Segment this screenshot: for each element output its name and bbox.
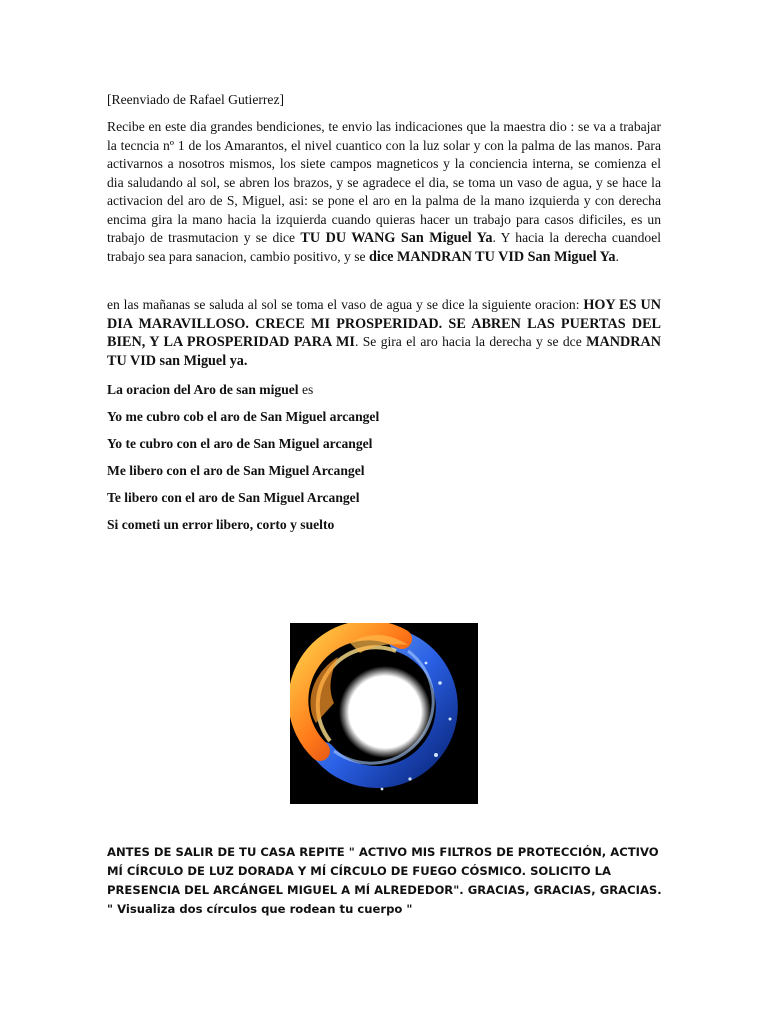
oracion-line: Yo me cubro cob el aro de San Miguel arcangel	[107, 409, 380, 424]
para1-text-3: .	[615, 248, 619, 264]
ring-illustration	[290, 623, 478, 804]
oracion-line: Me libero con el aro de San Miguel Arcangel	[107, 463, 365, 478]
para2-text-1: en las mañanas se saluda al sol se toma el vaso de agua y se dice la siguiente oracion:	[107, 297, 584, 312]
paragraph-morning	[107, 296, 661, 370]
footer-affirmation: ANTES DE SALIR DE TU CASA REPITE " ACTIVO MIS FILTROS DE PROTECCIÓN, ACTIVO MÍ CÍRCULO DE LUZ DORADA Y MÍ CÍRCULO DE FUEGO CÓSMICO. SOLICITO LA PRESENCIA DEL ARCÁNGEL MIGUEL A MÍ ALREDEDOR". GRACIAS, GRACIAS, GRACIAS. " Visualiza dos círculos que rodean tu cuerpo "	[107, 845, 662, 916]
fire-water-ring-image	[290, 623, 478, 804]
oracion-line: Si cometi un error libero, corto y suelto	[107, 517, 335, 532]
para1-text-2: . Y hacia la derecha cuandoel trabajo sea para sanacion, cambio positivo, y se	[107, 230, 662, 264]
oracion-title-bold: La oracion del Aro de san miguel	[107, 382, 299, 397]
forwarded-text: [Reenviado de Rafael Gutierrez]	[107, 92, 285, 107]
para2-bold-1: HOY ES UN DIA MARAVILLOSO. CRECE MI PROSPERIDAD. SE ABREN LAS PUERTAS DEL BIEN, Y LA PROSPERIDAD PARA MI	[107, 297, 661, 350]
oracion-title-rest: es	[298, 382, 314, 397]
forwarded-header	[107, 91, 661, 110]
oracion-line: Te libero con el aro de San Miguel Arcangel	[107, 490, 360, 505]
para1-text-1: Recibe en este dia grandes bendiciones, te envio las indicaciones que la maestra dio : se va a trabajar la tecncia nº 1 de los Amarantos, el nivel cuantico con la luz solar y con la palma de las manos. Para activarnos a nosotros mismos, los siete campos magneticos y la conciencia interna, se comienza el dia saludando al sol, se abren los brazos, y se agradece el dia, se toma un vaso de agua, y se hace la activacion del aro de S, Miguel, asi: se pone el aro en la palma de la mano izquierda y con derecha encima gira la mano hacia la izquierda cuando quieras hacer un trabajo para casos dificiles, es un trabajo de trasmutacion y se dice	[107, 119, 661, 245]
oracion-title	[107, 381, 661, 400]
para1-bold-2: dice MANDRAN TU VID San Miguel Ya	[368, 248, 616, 265]
oracion-line: Yo te cubro con el aro de San Miguel arcangel	[107, 436, 373, 451]
para1-bold-1: TU DU WANG San Miguel Ya	[300, 230, 493, 246]
paragraph-instructions	[107, 118, 661, 266]
para2-bold-2: MANDRAN TU VID san Miguel ya.	[107, 334, 662, 369]
oracion-section	[107, 381, 661, 543]
para2-text-2: . Se gira el aro hacia la derecha y se dce	[354, 334, 587, 349]
